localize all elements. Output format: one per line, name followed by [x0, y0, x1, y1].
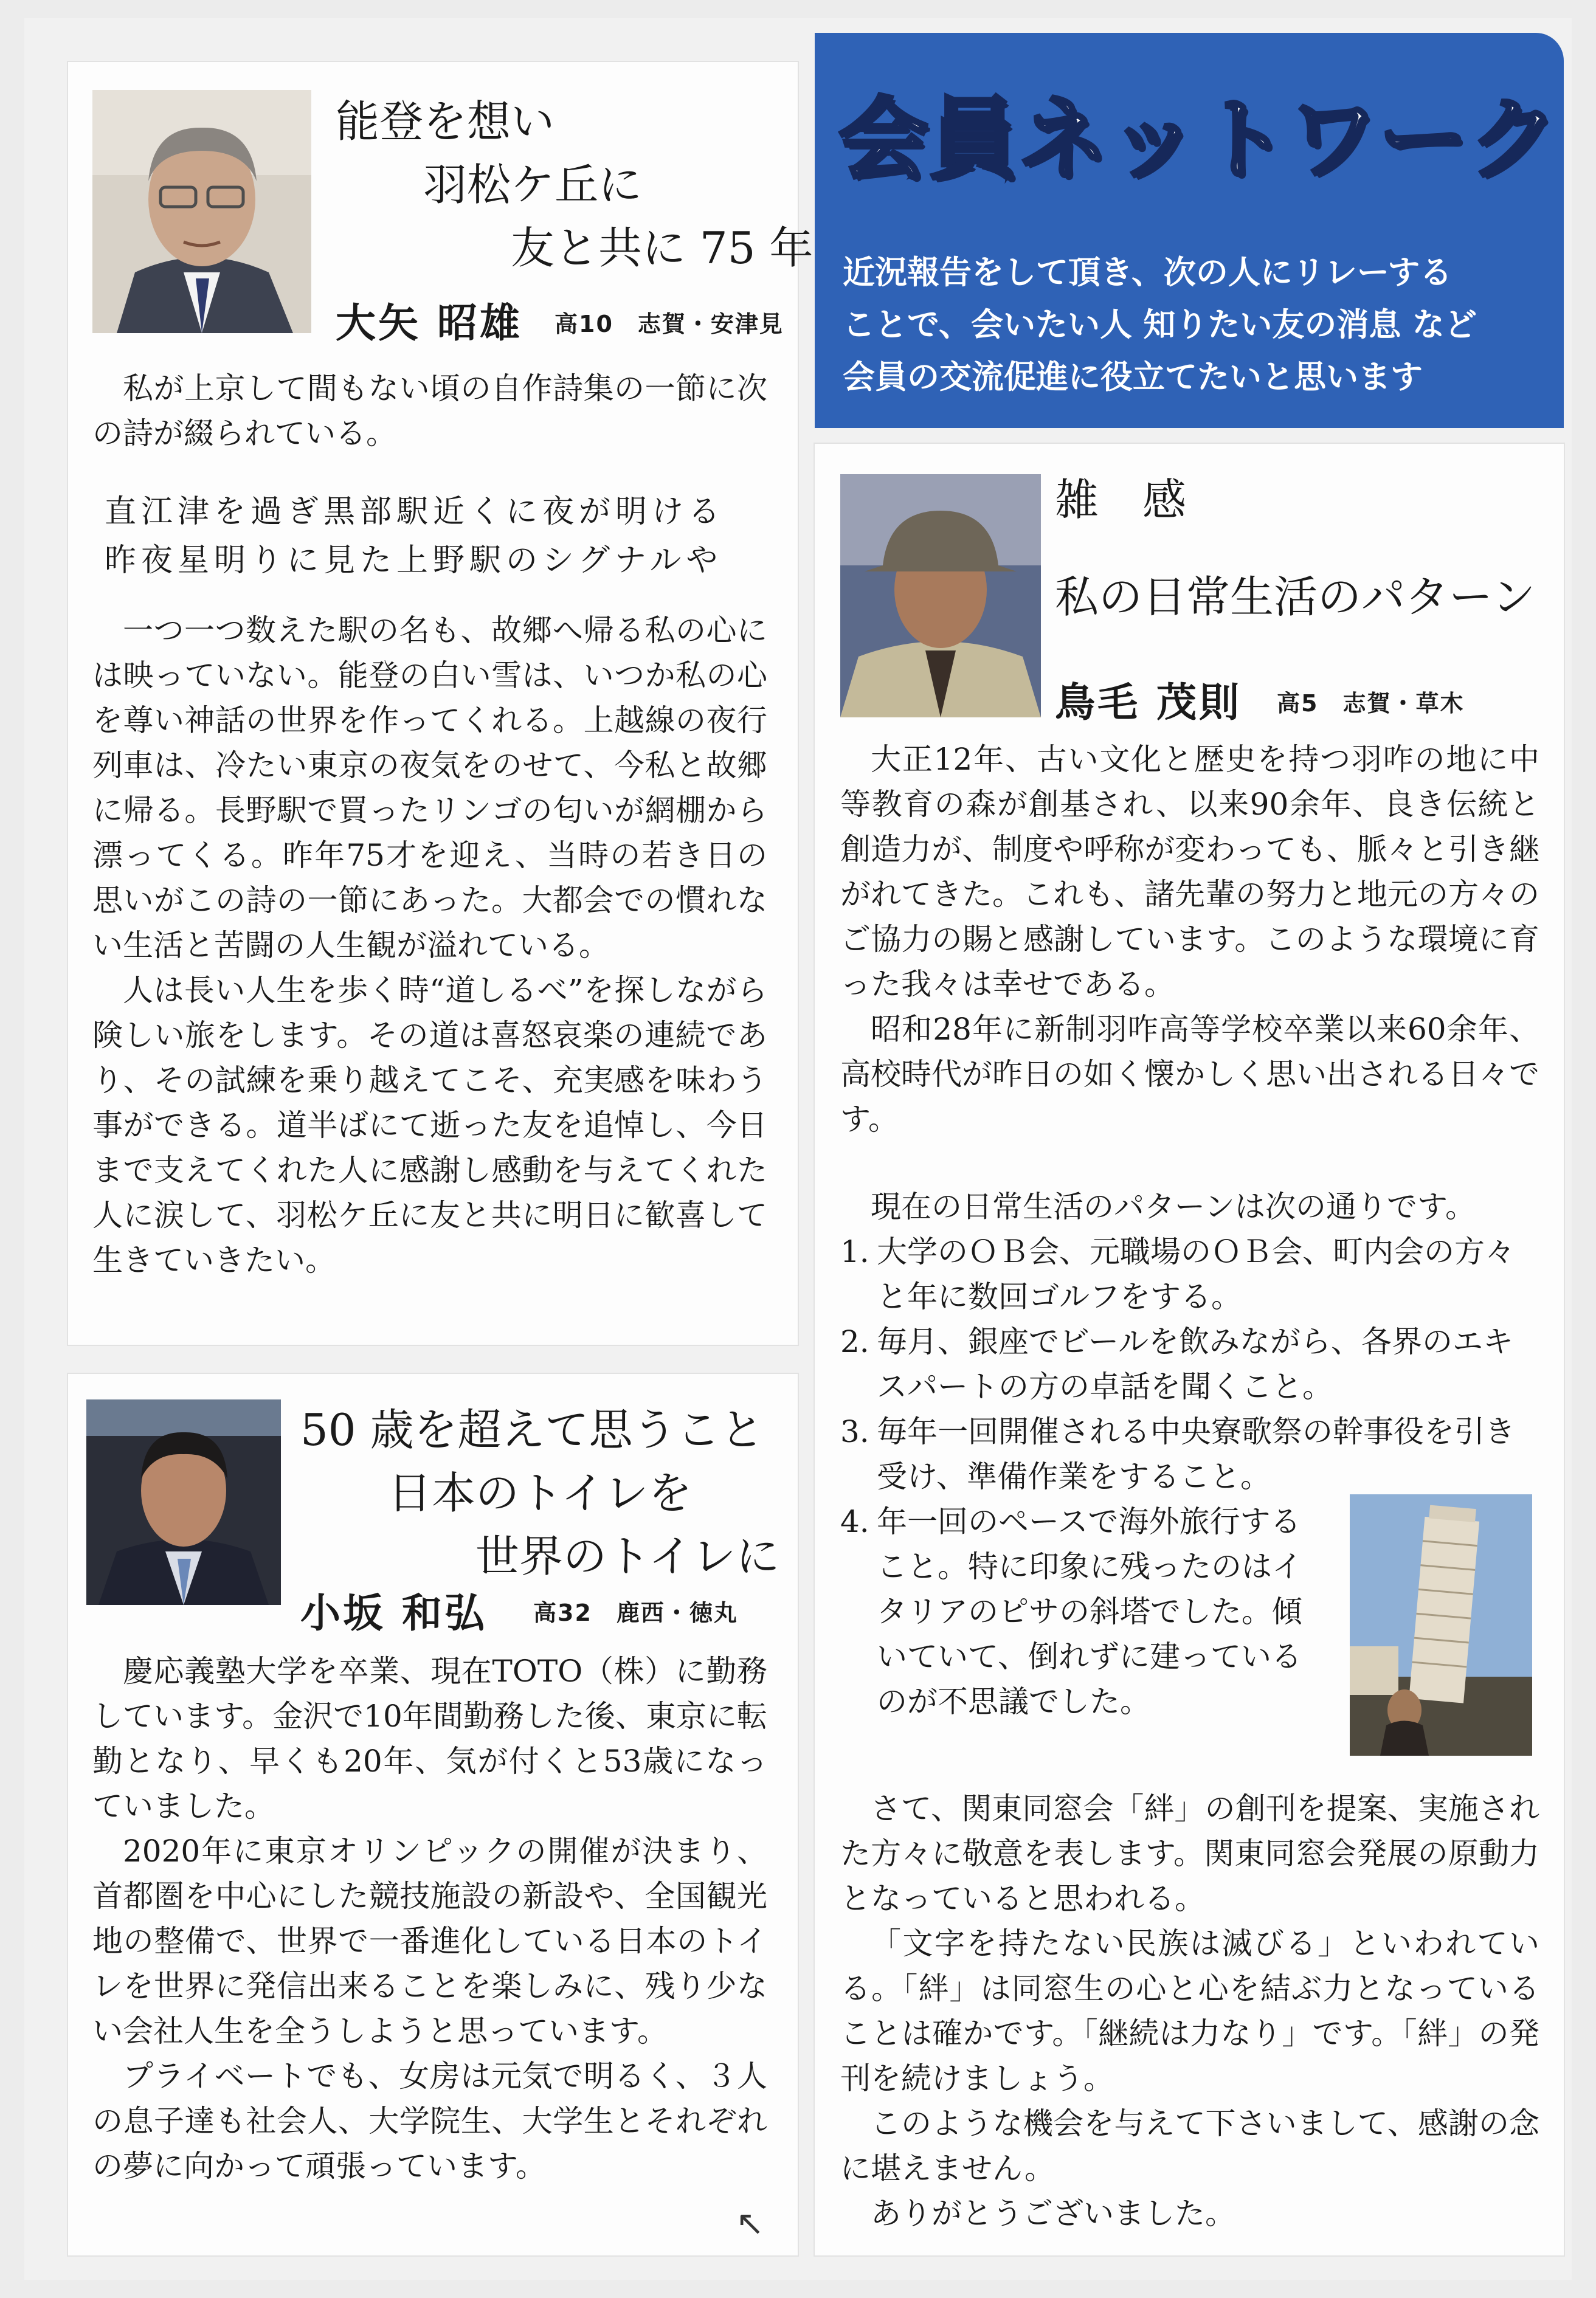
- paragraph: 人は長い人生を歩く時“道しるべ”を探しながら険しい旅をします。その道は喜怒哀楽の連続であり、その試練を乗り越えてこそ、充実感を味わう事ができる。道半ばにて逝った友を追悼し、今日まで支えてくれた人に感謝し感動を与えてくれた人に涙して、羽松ケ丘に友と共に明日に歓喜して生きていきたい。: [92, 973, 767, 1278]
- newsletter-page: [24, 18, 1572, 2280]
- article-torige-author: 鳥毛 茂則: [1055, 679, 1242, 726]
- article-oya-title: 能登を想い 羽松ケ丘に 友と共に 75 年: [336, 96, 814, 274]
- paragraph: このような機会を与えて下さいまして、感謝の念に堪えません。: [840, 2106, 1539, 2186]
- paragraph: 慶応義塾大学を卒業、現在TOTO（株）に勤務しています。金沢で10年間勤務した後、東京に転勤となり、早くも20年、気が付くと53歳になっていました。: [92, 1654, 767, 1824]
- article-torige-meta: 高5 志賀・草木: [1277, 690, 1465, 717]
- portrait-oya: [92, 90, 311, 333]
- paragraph: 私が上京して間もない頃の自作詩集の一節に次の詩が綴られている。: [92, 371, 767, 451]
- article-torige-body-bottom: [840, 1786, 1539, 2236]
- article-oya-author: 大矢 昭雄: [336, 300, 522, 347]
- pisa-tower-photo: [1350, 1494, 1532, 1756]
- paragraph: 現在の日常生活のパターンは次の通りです。: [871, 1189, 1476, 1224]
- article-oya-meta: 高10 志賀・安津見: [554, 311, 784, 337]
- list-number: 3.: [840, 1414, 869, 1449]
- member-network-header: [815, 33, 1564, 428]
- paragraph: 「文字を持たない民族は滅びる」といわれている。「絆」は同窓生の心と心を結ぶ力となっていることは確かです。「継続は力なり」です。「絆」の発刊を続けましょう。: [840, 1926, 1539, 2096]
- article-torige-list-intro: [840, 1184, 1539, 1229]
- list-text: 毎月、銀座でビールを飲みながら、各界のエキスパートの方の卓話を聞くこと。: [877, 1324, 1513, 1404]
- portrait-torige: [840, 474, 1041, 717]
- list-number: 4.: [840, 1504, 869, 1539]
- header-title: 会員ネットワーク: [839, 88, 1559, 191]
- paragraph: 2020年に東京オリンピックの開催が決まり、首都圏を中心にした競技施設の新設や、全国観光地の整備で、世界で一番進化している日本のトイレを世界に発信出来ることを楽しみに、残り少ない会社人生を全うしようと思っています。: [92, 1834, 767, 2049]
- article-torige-kicker: 雑 感: [1055, 474, 1187, 525]
- article-kosaka-body: [92, 1649, 767, 2189]
- portrait-kosaka: [86, 1399, 281, 1605]
- list-text: 年一回のペースで海外旅行すること。特に印象に残ったのはイタリアのピサの斜塔でした。傾いていて、倒れずに建っているのが不思議でした。: [877, 1504, 1302, 1719]
- header-lead: 近況報告をして頂き、次の人にリレーする ことで、会いたい人 知りたい友の消息 など 会員の交流促進に役立てたいと思います: [843, 254, 1477, 396]
- list-number: 1.: [840, 1234, 869, 1269]
- article-torige-body-top: [840, 737, 1539, 1142]
- paragraph: 一つ一つ数えた駅の名も、故郷へ帰る私の心には映っていない。能登の白い雪は、いつか私の心を尊い神話の世界を作ってくれる。上越線の夜行列車は、冷たい東京の夜気をのせて、今私と故郷に帰る。長野駅で買ったリンゴの匂いが網棚から漂ってくる。昨年75才を迎え、当時の若き日の思いがこの詩の一節にあった。大都会での慣れない生活と苦闘の人生観が溢れている。: [92, 613, 767, 963]
- article-torige-panel: [815, 444, 1564, 2255]
- list-text: 毎年一回開催される中央寮歌祭の幹事役を引き受け、準備作業をすること。: [877, 1414, 1515, 1494]
- article-oya-panel: [68, 62, 814, 1345]
- paragraph: プライベートでも、女房は元気で明るく、３人の息子達も社会人、大学院生、大学生とそれぞれの夢に向かって頑張っています。: [92, 2058, 767, 2184]
- paragraph: 昭和28年に新制羽咋高等学校卒業以来60余年、高校時代が昨日の如く懐かしく思い出される日々です。: [840, 1012, 1539, 1137]
- article-kosaka-title: 50 歳を超えて思うこと 日本のトイレを 世界のトイレに: [300, 1404, 780, 1582]
- article-kosaka-meta: 高32 鹿西・徳丸: [533, 1599, 738, 1626]
- poem-line: 直江津を過ぎ黒部駅近くに夜が明ける: [105, 494, 725, 530]
- paragraph: ありがとうございました。: [871, 2196, 1235, 2231]
- paragraph: 大正12年、古い文化と歴史を持つ羽咋の地に中等教育の森が創基され、以来90余年、良き伝統と創造力が、制度や呼称が変わっても、脈々と引き継がれてきた。これも、諸先輩の努力と地元の方々のご協力の賜と感謝しています。このような環境に育った我々は幸せである。: [840, 742, 1539, 1002]
- poem-line: 昨夜星明りに見た上野駅のシグナルや: [105, 542, 723, 579]
- list-text: 大学のＯＢ会、元職場のＯＢ会、町内会の方々と年に数回ゴルフをする。: [877, 1234, 1515, 1314]
- article-kosaka-panel: [68, 1374, 798, 2255]
- arrow-mark: ↖: [736, 2204, 764, 2243]
- article-kosaka-author: 小坂 和弘: [300, 1590, 487, 1637]
- list-item: [840, 1319, 1539, 1409]
- paragraph: さて、関東同窓会「絆」の創刊を提案、実施された方々に敬意を表します。関東同窓会発展の原動力となっていると思われる。: [840, 1791, 1539, 1916]
- list-item: [840, 1499, 1314, 1724]
- list-number: 2.: [840, 1324, 869, 1359]
- article-oya-body: [92, 608, 767, 1283]
- article-oya-intro: [92, 366, 767, 456]
- article-torige-title: 私の日常生活のパターン: [1055, 571, 1536, 623]
- list-item: [840, 1409, 1539, 1499]
- list-item: [840, 1229, 1539, 1319]
